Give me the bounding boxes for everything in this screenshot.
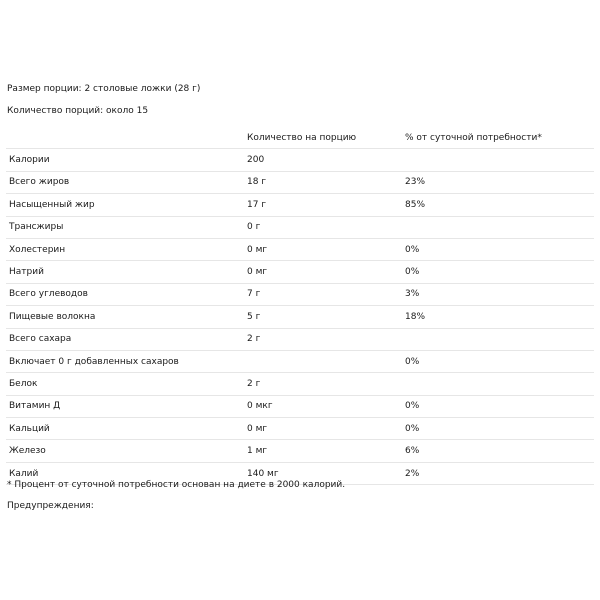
table-row <box>6 395 594 417</box>
nutrient-daily-value: 0% <box>402 261 594 283</box>
daily-value-footnote: * Процент от суточной потребности основан на диете в 2000 калорий. <box>7 480 346 490</box>
nutrient-amount: 0 мг <box>244 261 402 283</box>
nutrient-name: Пищевые волокна <box>6 306 244 328</box>
nutrient-name: Всего жиров <box>6 171 244 193</box>
warnings-label: Предупреждения: <box>7 501 94 511</box>
nutrient-name: Калории <box>6 149 244 171</box>
nutrient-amount: 140 мг <box>244 462 402 484</box>
nutrient-name: Белок <box>6 373 244 395</box>
nutrient-daily-value: 0% <box>402 238 594 260</box>
nutrient-amount: 7 г <box>244 283 402 305</box>
nutrient-name: Всего сахара <box>6 328 244 350</box>
table-row <box>6 350 594 372</box>
servings-count-text: Количество порций: около 15 <box>7 106 149 116</box>
nutrient-daily-value: 85% <box>402 194 594 216</box>
table-row <box>6 194 594 216</box>
nutrient-amount: 200 <box>244 149 402 171</box>
nutrient-amount: 1 мг <box>244 440 402 462</box>
nutrient-amount: 17 г <box>244 194 402 216</box>
table-row <box>6 216 594 238</box>
nutrient-daily-value: 2% <box>402 462 594 484</box>
nutrient-daily-value: 23% <box>402 171 594 193</box>
nutrient-daily-value: 6% <box>402 440 594 462</box>
nutrient-daily-value: 0% <box>402 395 594 417</box>
nutrient-amount: 18 г <box>244 171 402 193</box>
nutrient-name: Железо <box>6 440 244 462</box>
nutrient-amount <box>244 350 402 372</box>
table-row <box>6 418 594 440</box>
header-daily-value: % от суточной потребности* <box>402 127 594 149</box>
table-header-row <box>6 127 594 149</box>
nutrition-rows <box>6 149 594 485</box>
nutrient-amount: 0 мг <box>244 238 402 260</box>
header-amount: Количество на порцию <box>244 127 402 149</box>
serving-size-text: Размер порции: 2 столовые ложки (28 г) <box>7 84 201 94</box>
nutrient-daily-value: 0% <box>402 418 594 440</box>
nutrient-daily-value: 18% <box>402 306 594 328</box>
table-row <box>6 238 594 260</box>
table-row <box>6 261 594 283</box>
table-row <box>6 306 594 328</box>
nutrient-daily-value <box>402 373 594 395</box>
nutrient-name: Натрий <box>6 261 244 283</box>
table-row <box>6 328 594 350</box>
nutrient-daily-value <box>402 328 594 350</box>
nutrient-daily-value <box>402 216 594 238</box>
nutrient-name: Включает 0 г добавленных сахаров <box>6 350 244 372</box>
nutrient-daily-value: 0% <box>402 350 594 372</box>
nutrient-name: Всего углеводов <box>6 283 244 305</box>
nutrient-name: Витамин Д <box>6 395 244 417</box>
table-row <box>6 149 594 171</box>
nutrient-name: Трансжиры <box>6 216 244 238</box>
nutrient-amount: 2 г <box>244 328 402 350</box>
nutrient-daily-value <box>402 149 594 171</box>
header-nutrient <box>6 127 244 149</box>
nutrient-amount: 5 г <box>244 306 402 328</box>
nutrient-name: Насыщенный жир <box>6 194 244 216</box>
table-row <box>6 373 594 395</box>
nutrient-amount: 0 г <box>244 216 402 238</box>
nutrition-table <box>6 127 594 485</box>
table-row <box>6 440 594 462</box>
nutrient-daily-value: 3% <box>402 283 594 305</box>
table-row <box>6 171 594 193</box>
nutrient-amount: 0 мкг <box>244 395 402 417</box>
nutrient-name: Кальций <box>6 418 244 440</box>
nutrient-name: Калий <box>6 462 244 484</box>
table-row <box>6 283 594 305</box>
nutrient-amount: 0 мг <box>244 418 402 440</box>
nutrient-amount: 2 г <box>244 373 402 395</box>
nutrient-name: Холестерин <box>6 238 244 260</box>
